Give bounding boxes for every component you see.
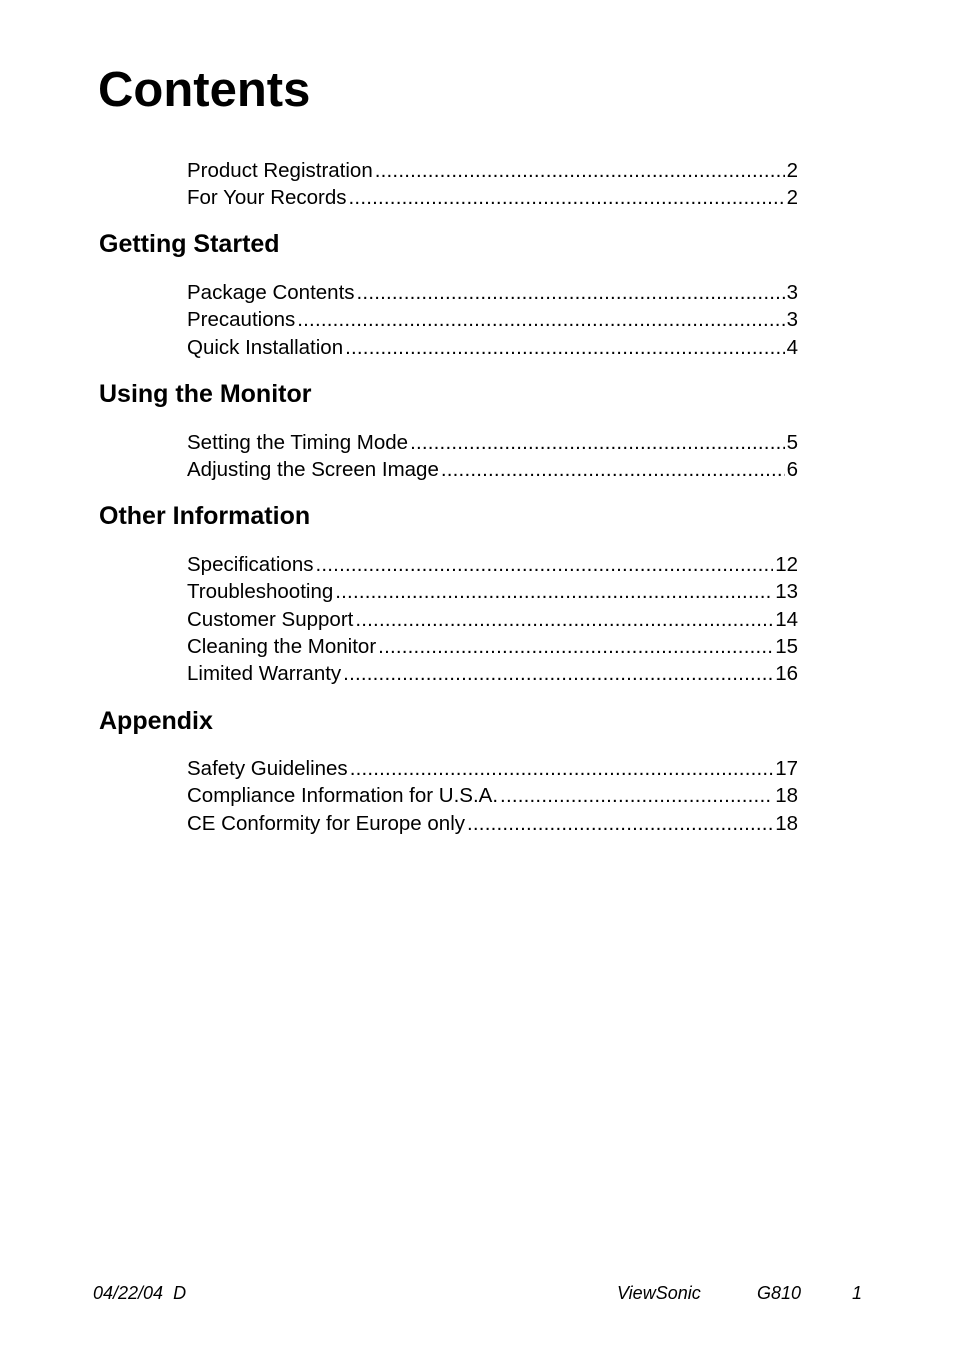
footer-model: G810 [757, 1283, 802, 1303]
page-title: Contents [98, 63, 311, 117]
toc-entry-page: 14 [775, 607, 798, 631]
toc-entry-title: Package Contents [187, 281, 355, 304]
toc-dot-leader [467, 810, 773, 837]
toc-entry-page: 3 [786, 281, 798, 304]
toc-entry-title: Troubleshooting [187, 580, 334, 604]
toc-dot-leader [357, 279, 785, 306]
toc-entry-title: For Your Records [187, 186, 347, 210]
toc-entry-page: 16 [775, 662, 798, 686]
toc-dot-leader [345, 334, 784, 361]
toc-entry-customer-support[interactable] [187, 606, 798, 633]
toc-entry-limited-warranty[interactable] [187, 660, 798, 687]
toc-entry-precautions[interactable] [187, 306, 798, 333]
toc-entry-setting-timing-mode[interactable] [187, 429, 798, 456]
toc-dot-leader [297, 306, 784, 333]
toc-entry-title: CE Conformity for Europe only [187, 811, 466, 835]
toc-dot-leader [315, 551, 773, 578]
toc-dot-leader [378, 633, 773, 660]
toc-entry-quick-installation[interactable] [187, 334, 798, 361]
toc-entry-title: Cleaning the Monitor [187, 634, 377, 658]
toc-entry-title: Product Registration [187, 159, 373, 182]
toc-entry-product-registration[interactable] [187, 157, 798, 184]
toc-entry-title: Compliance Information for U.S.A. [187, 784, 499, 808]
toc-entry-title: Quick Installation [187, 335, 344, 359]
toc-entry-compliance-usa[interactable] [187, 782, 798, 809]
toc-entry-page: 4 [786, 335, 798, 359]
toc-entry-page: 5 [786, 431, 798, 454]
section-heading-getting-started: Getting Started [99, 230, 280, 258]
toc-entry-adjusting-screen-image[interactable] [187, 456, 798, 483]
toc-dot-leader [410, 429, 785, 456]
toc-entry-troubleshooting[interactable] [187, 578, 798, 605]
toc-entry-package-contents[interactable] [187, 279, 798, 306]
toc-dot-leader [343, 660, 773, 687]
toc-entry-page: 13 [775, 580, 798, 604]
toc-entry-title: Safety Guidelines [187, 757, 348, 780]
toc-dot-leader [350, 755, 774, 782]
toc-other-information-list [187, 551, 798, 687]
toc-entry-title: Customer Support [187, 607, 354, 631]
toc-entry-page: 18 [775, 784, 798, 808]
toc-entry-page: 15 [775, 634, 798, 658]
toc-entry-ce-conformity[interactable] [187, 810, 798, 837]
toc-entry-title: Adjusting the Screen Image [187, 458, 439, 482]
toc-dot-leader [441, 456, 785, 483]
toc-entry-page: 18 [775, 811, 798, 835]
toc-entry-cleaning-the-monitor[interactable] [187, 633, 798, 660]
footer-brand: ViewSonic [617, 1283, 701, 1303]
toc-dot-leader [355, 606, 773, 633]
section-heading-appendix: Appendix [99, 707, 213, 735]
footer-page-number: 1 [852, 1283, 863, 1303]
toc-dot-leader [375, 157, 785, 184]
toc-entry-page: 12 [775, 553, 798, 576]
toc-entry-title: Precautions [187, 308, 296, 332]
toc-entry-safety-guidelines[interactable] [187, 755, 798, 782]
toc-entry-page: 3 [786, 308, 798, 332]
toc-dot-leader [500, 782, 773, 809]
toc-appendix-list [187, 755, 798, 837]
toc-entry-specifications[interactable] [187, 551, 798, 578]
toc-entry-page: 6 [786, 458, 798, 482]
toc-entry-page: 2 [786, 186, 798, 210]
toc-entry-page: 17 [775, 757, 798, 780]
toc-entry-page: 2 [786, 159, 798, 182]
toc-dot-leader [349, 184, 785, 211]
toc-getting-started-list [187, 279, 798, 361]
section-heading-using-the-monitor: Using the Monitor [99, 380, 312, 408]
toc-dot-leader [335, 578, 773, 605]
toc-entry-title: Specifications [187, 553, 314, 576]
toc-entry-title: Limited Warranty [187, 662, 342, 686]
toc-entry-title: Setting the Timing Mode [187, 431, 409, 454]
toc-entry-for-your-records[interactable] [187, 184, 798, 211]
footer-date-code: 04/22/04 D [93, 1283, 187, 1303]
section-heading-other-information: Other Information [99, 502, 311, 530]
toc-using-the-monitor-list [187, 429, 798, 484]
toc-intro-list [187, 157, 798, 212]
